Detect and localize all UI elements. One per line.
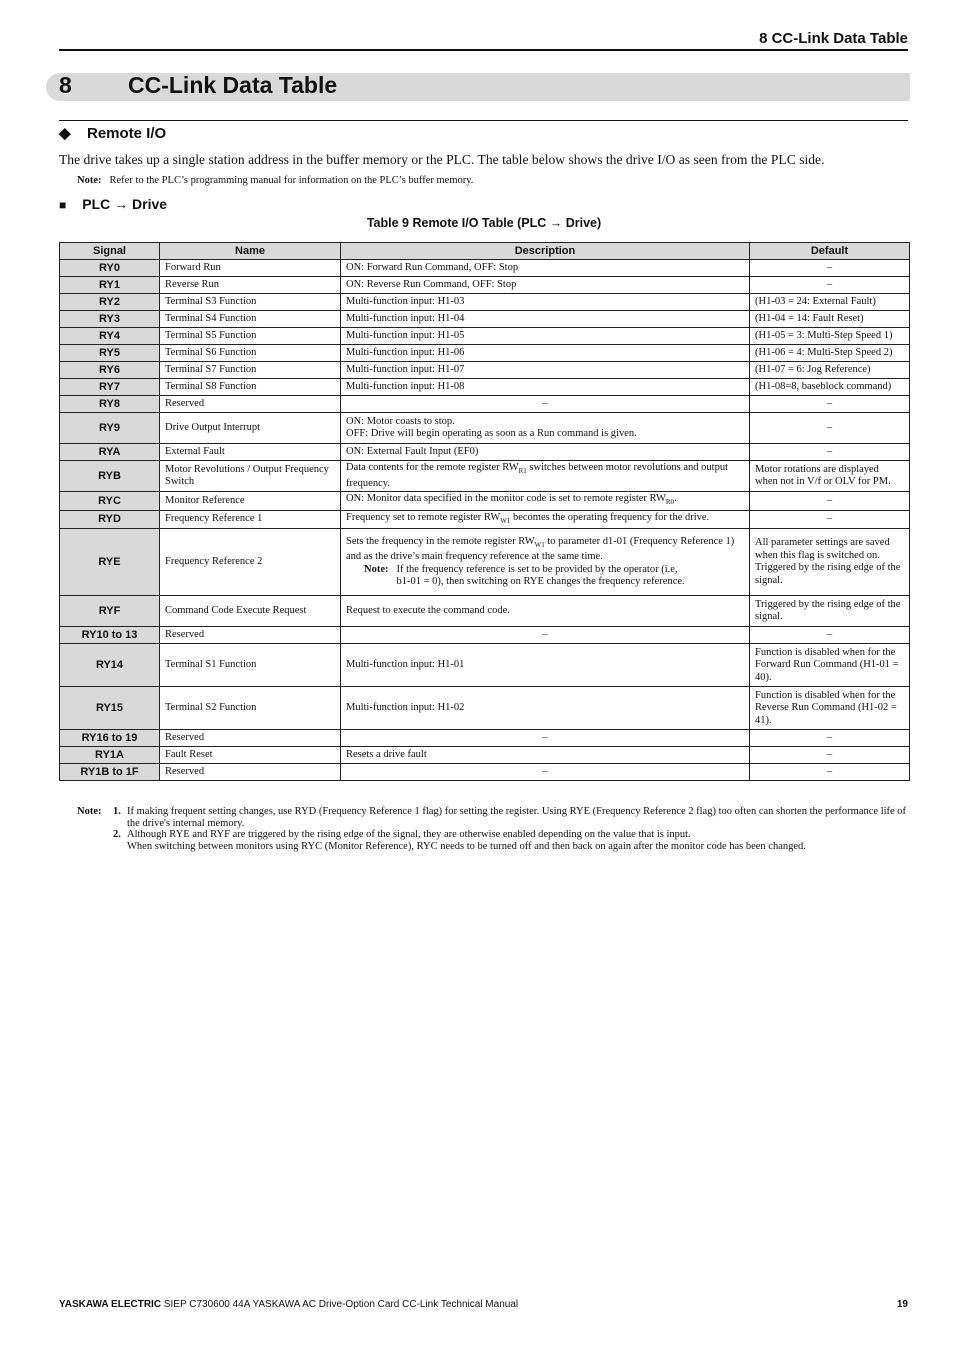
name-cell: Reverse Run — [160, 277, 341, 294]
page-footer — [59, 1299, 908, 1310]
default-cell: – — [750, 444, 910, 461]
register-subscript: W1 — [500, 516, 511, 525]
name-cell: Monitor Reference — [160, 492, 341, 511]
name-cell: Forward Run — [160, 260, 341, 277]
description-cell: Multi-function input: H1-08 — [341, 379, 750, 396]
subsubsection-title: PLC → Drive — [82, 196, 168, 212]
square-bullet-icon: ■ — [59, 198, 67, 212]
default-cell: Triggered by the rising edge of the signal. — [750, 596, 910, 627]
signal-cell: RYC — [60, 492, 160, 511]
table-row — [60, 294, 910, 311]
signal-cell: RY10 to 13 — [60, 627, 160, 644]
description-cell: Multi-function input: H1-05 — [341, 328, 750, 345]
table-row — [60, 311, 910, 328]
default-cell: – — [750, 627, 910, 644]
name-cell: Terminal S8 Function — [160, 379, 341, 396]
signal-cell: RY0 — [60, 260, 160, 277]
signal-cell: RY1B to 1F — [60, 764, 160, 781]
description-text: Sets the frequency in the remote register RW — [346, 535, 535, 547]
description-cell: ON: Forward Run Command, OFF: Stop — [341, 260, 750, 277]
note-line: Although RYE and RYF are triggered by the rising edge of the signal, they are otherwise enabled depending on the value that is input. — [127, 829, 691, 840]
default-cell: – — [750, 260, 910, 277]
diamond-bullet-icon: ◆ — [59, 125, 71, 142]
signal-cell: RYE — [60, 529, 160, 596]
description-cell: Multi-function input: H1-06 — [341, 345, 750, 362]
default-cell: – — [750, 277, 910, 294]
footer-document: SIEP C730600 44A YASKAWA AC Drive-Option Card CC-Link Technical Manual — [163, 1299, 519, 1310]
table-row — [60, 277, 910, 294]
name-cell: Fault Reset — [160, 747, 341, 764]
default-cell: (H1-08=8, baseblock command) — [750, 379, 910, 396]
note-item — [77, 829, 912, 852]
column-header: Name — [160, 243, 341, 260]
running-header: 8 CC-Link Data Table — [759, 30, 908, 47]
subsection-rule — [59, 120, 908, 121]
name-cell: Reserved — [160, 730, 341, 747]
note-number: 1. — [113, 806, 121, 817]
table-row — [60, 444, 910, 461]
description-cell: – — [341, 730, 750, 747]
description-cell: Multi-function input: H1-04 — [341, 311, 750, 328]
description-cell: Multi-function input: H1-02 — [341, 687, 750, 730]
description-cell: ON: Reverse Run Command, OFF: Stop — [341, 277, 750, 294]
default-cell: – — [750, 413, 910, 444]
description-text: Frequency set to remote register RW — [346, 511, 501, 523]
footer-brand: YASKAWA ELECTRIC — [59, 1299, 162, 1310]
description-text: Data contents for the remote register RW — [346, 462, 519, 473]
name-cell: Terminal S3 Function — [160, 294, 341, 311]
name-cell: Terminal S5 Function — [160, 328, 341, 345]
section-number: 8 — [59, 72, 72, 98]
table-row — [60, 764, 910, 781]
description-text: switches between motor revolutions and output frequency. — [346, 462, 728, 489]
note-text: Refer to the PLC’s programming manual for information on the PLC’s buffer memory. — [109, 175, 474, 186]
top-note — [77, 175, 473, 186]
signal-cell: RY4 — [60, 328, 160, 345]
description-cell: ON: External Fault Input (EF0) — [341, 444, 750, 461]
description-text: ON: Monitor data specified in the monitor code is set to remote register RW — [346, 493, 666, 505]
default-cell: All parameter settings are saved when this flag is switched on. Triggered by the rising edge of the signal. — [750, 529, 910, 596]
signal-cell: RY15 — [60, 687, 160, 730]
intro-paragraph: The drive takes up a single station address in the buffer memory or the PLC. The table below shows the drive I/O as seen from the PLC side. — [59, 152, 825, 167]
bottom-notes — [77, 806, 912, 852]
signal-cell: RYD — [60, 510, 160, 529]
column-header: Default — [750, 243, 910, 260]
description-cell — [341, 461, 750, 492]
register-subscript: R1 — [518, 467, 527, 476]
description-line: OFF: Drive will begin operating as soon as a Run command is given. — [346, 428, 637, 439]
description-cell — [341, 529, 750, 596]
description-paragraph — [346, 536, 744, 564]
description-cell — [341, 510, 750, 529]
table-row — [60, 492, 910, 511]
name-cell: Reserved — [160, 764, 341, 781]
default-cell: (H1-04 = 14: Fault Reset) — [750, 311, 910, 328]
table-row — [60, 328, 910, 345]
page-number: 19 — [896, 1299, 908, 1310]
register-subscript: W1 — [534, 540, 545, 549]
description-cell: – — [341, 396, 750, 413]
cell-note — [346, 564, 744, 589]
signal-cell: RY1A — [60, 747, 160, 764]
description-cell: Multi-function input: H1-07 — [341, 362, 750, 379]
table-row — [60, 413, 910, 444]
signal-cell: RYA — [60, 444, 160, 461]
default-cell: (H1-03 = 24: External Fault) — [750, 294, 910, 311]
column-header: Signal — [60, 243, 160, 260]
name-cell: Terminal S6 Function — [160, 345, 341, 362]
name-cell: Drive Output Interrupt — [160, 413, 341, 444]
table-row — [60, 627, 910, 644]
table-row — [60, 510, 910, 529]
default-cell: – — [750, 510, 910, 529]
description-cell: Multi-function input: H1-01 — [341, 644, 750, 687]
signal-cell: RY7 — [60, 379, 160, 396]
header-rule — [59, 49, 908, 51]
table-row — [60, 345, 910, 362]
default-cell: – — [750, 764, 910, 781]
table-caption: Table 9 Remote I/O Table (PLC → Drive) — [366, 216, 602, 230]
register-subscript: R0 — [665, 498, 675, 507]
table-row — [60, 730, 910, 747]
note-number: 2. — [113, 829, 121, 840]
name-cell: Reserved — [160, 627, 341, 644]
note-text — [127, 829, 912, 852]
subsection-title: Remote I/O — [87, 125, 167, 142]
table-header-row — [60, 243, 910, 260]
subsection-heading — [59, 124, 166, 142]
name-cell: Reserved — [160, 396, 341, 413]
name-cell: Terminal S7 Function — [160, 362, 341, 379]
name-cell: Frequency Reference 2 — [160, 529, 341, 596]
name-cell: Motor Revolutions / Output Frequency Switch — [160, 461, 341, 492]
default-cell: (H1-05 = 3: Multi-Step Speed 1) — [750, 328, 910, 345]
cell-note-text: If the frequency reference is set to be provided by the operator (i.e, b1-01 = 0), then switching on RYE changes the frequency reference. — [396, 563, 685, 588]
note-line: When switching between monitors using RYC (Monitor Reference), RYC needs to be turned off and then back on again after the monitor code has been changed. — [127, 840, 806, 852]
note-text: If making frequent setting changes, use RYD (Frequency Reference 1 flag) for setting the register. Using RYE (Frequency Reference 2 flag) too often can shorten the performance life of the drive's internal memory. — [127, 806, 907, 829]
signal-cell: RY8 — [60, 396, 160, 413]
signal-cell: RYF — [60, 596, 160, 627]
note-label: Note: — [77, 806, 102, 817]
description-line: ON: Motor coasts to stop. — [346, 415, 455, 427]
column-header: Description — [341, 243, 750, 260]
description-cell — [341, 492, 750, 511]
signal-cell: RY9 — [60, 413, 160, 444]
section-title: CC-Link Data Table — [128, 72, 338, 98]
cell-note-label: Note: — [364, 563, 389, 575]
signal-cell: RYB — [60, 461, 160, 492]
note-item — [77, 806, 912, 829]
table-row — [60, 362, 910, 379]
default-cell: Function is disabled when for the Forward Run Command (H1-01 = 40). — [750, 644, 910, 687]
signal-cell: RY6 — [60, 362, 160, 379]
name-cell: Terminal S4 Function — [160, 311, 341, 328]
table-row — [60, 529, 910, 596]
default-cell: – — [750, 396, 910, 413]
signal-cell: RY1 — [60, 277, 160, 294]
description-cell: – — [341, 627, 750, 644]
table-row — [60, 687, 910, 730]
table-row — [60, 596, 910, 627]
description-cell: – — [341, 764, 750, 781]
description-cell: Request to execute the command code. — [341, 596, 750, 627]
default-cell: – — [750, 747, 910, 764]
note-label: Note: — [77, 175, 102, 186]
table-row — [60, 379, 910, 396]
default-cell: Motor rotations are displayed when not in V/f or OLV for PM. — [750, 461, 910, 492]
signal-cell: RY14 — [60, 644, 160, 687]
name-cell: Command Code Execute Request — [160, 596, 341, 627]
default-cell: – — [750, 730, 910, 747]
remote-io-table — [59, 242, 910, 781]
default-cell: Function is disabled when for the Reverse Run Command (H1-02 = 41). — [750, 687, 910, 730]
description-text: becomes the operating frequency for the drive. — [510, 511, 710, 523]
default-cell: (H1-07 = 6: Jog Reference) — [750, 362, 910, 379]
signal-cell: RY5 — [60, 345, 160, 362]
subsubsection-heading — [59, 196, 167, 212]
signal-cell: RY2 — [60, 294, 160, 311]
description-cell: Resets a drive fault — [341, 747, 750, 764]
name-cell: External Fault — [160, 444, 341, 461]
signal-cell: RY3 — [60, 311, 160, 328]
table-row — [60, 461, 910, 492]
default-cell: – — [750, 492, 910, 511]
table-row — [60, 747, 910, 764]
table-row — [60, 396, 910, 413]
description-text: to parameter d1-01 (Frequency Reference 1) and as the drive’s main frequency reference at the same time. — [346, 535, 735, 563]
signal-cell: RY16 to 19 — [60, 730, 160, 747]
name-cell: Terminal S1 Function — [160, 644, 341, 687]
description-cell — [341, 413, 750, 444]
description-text: . — [674, 493, 677, 505]
table-row — [60, 644, 910, 687]
name-cell: Frequency Reference 1 — [160, 510, 341, 529]
name-cell: Terminal S2 Function — [160, 687, 341, 730]
table-row — [60, 260, 910, 277]
description-cell: Multi-function input: H1-03 — [341, 294, 750, 311]
default-cell: (H1-06 = 4: Multi-Step Speed 2) — [750, 345, 910, 362]
